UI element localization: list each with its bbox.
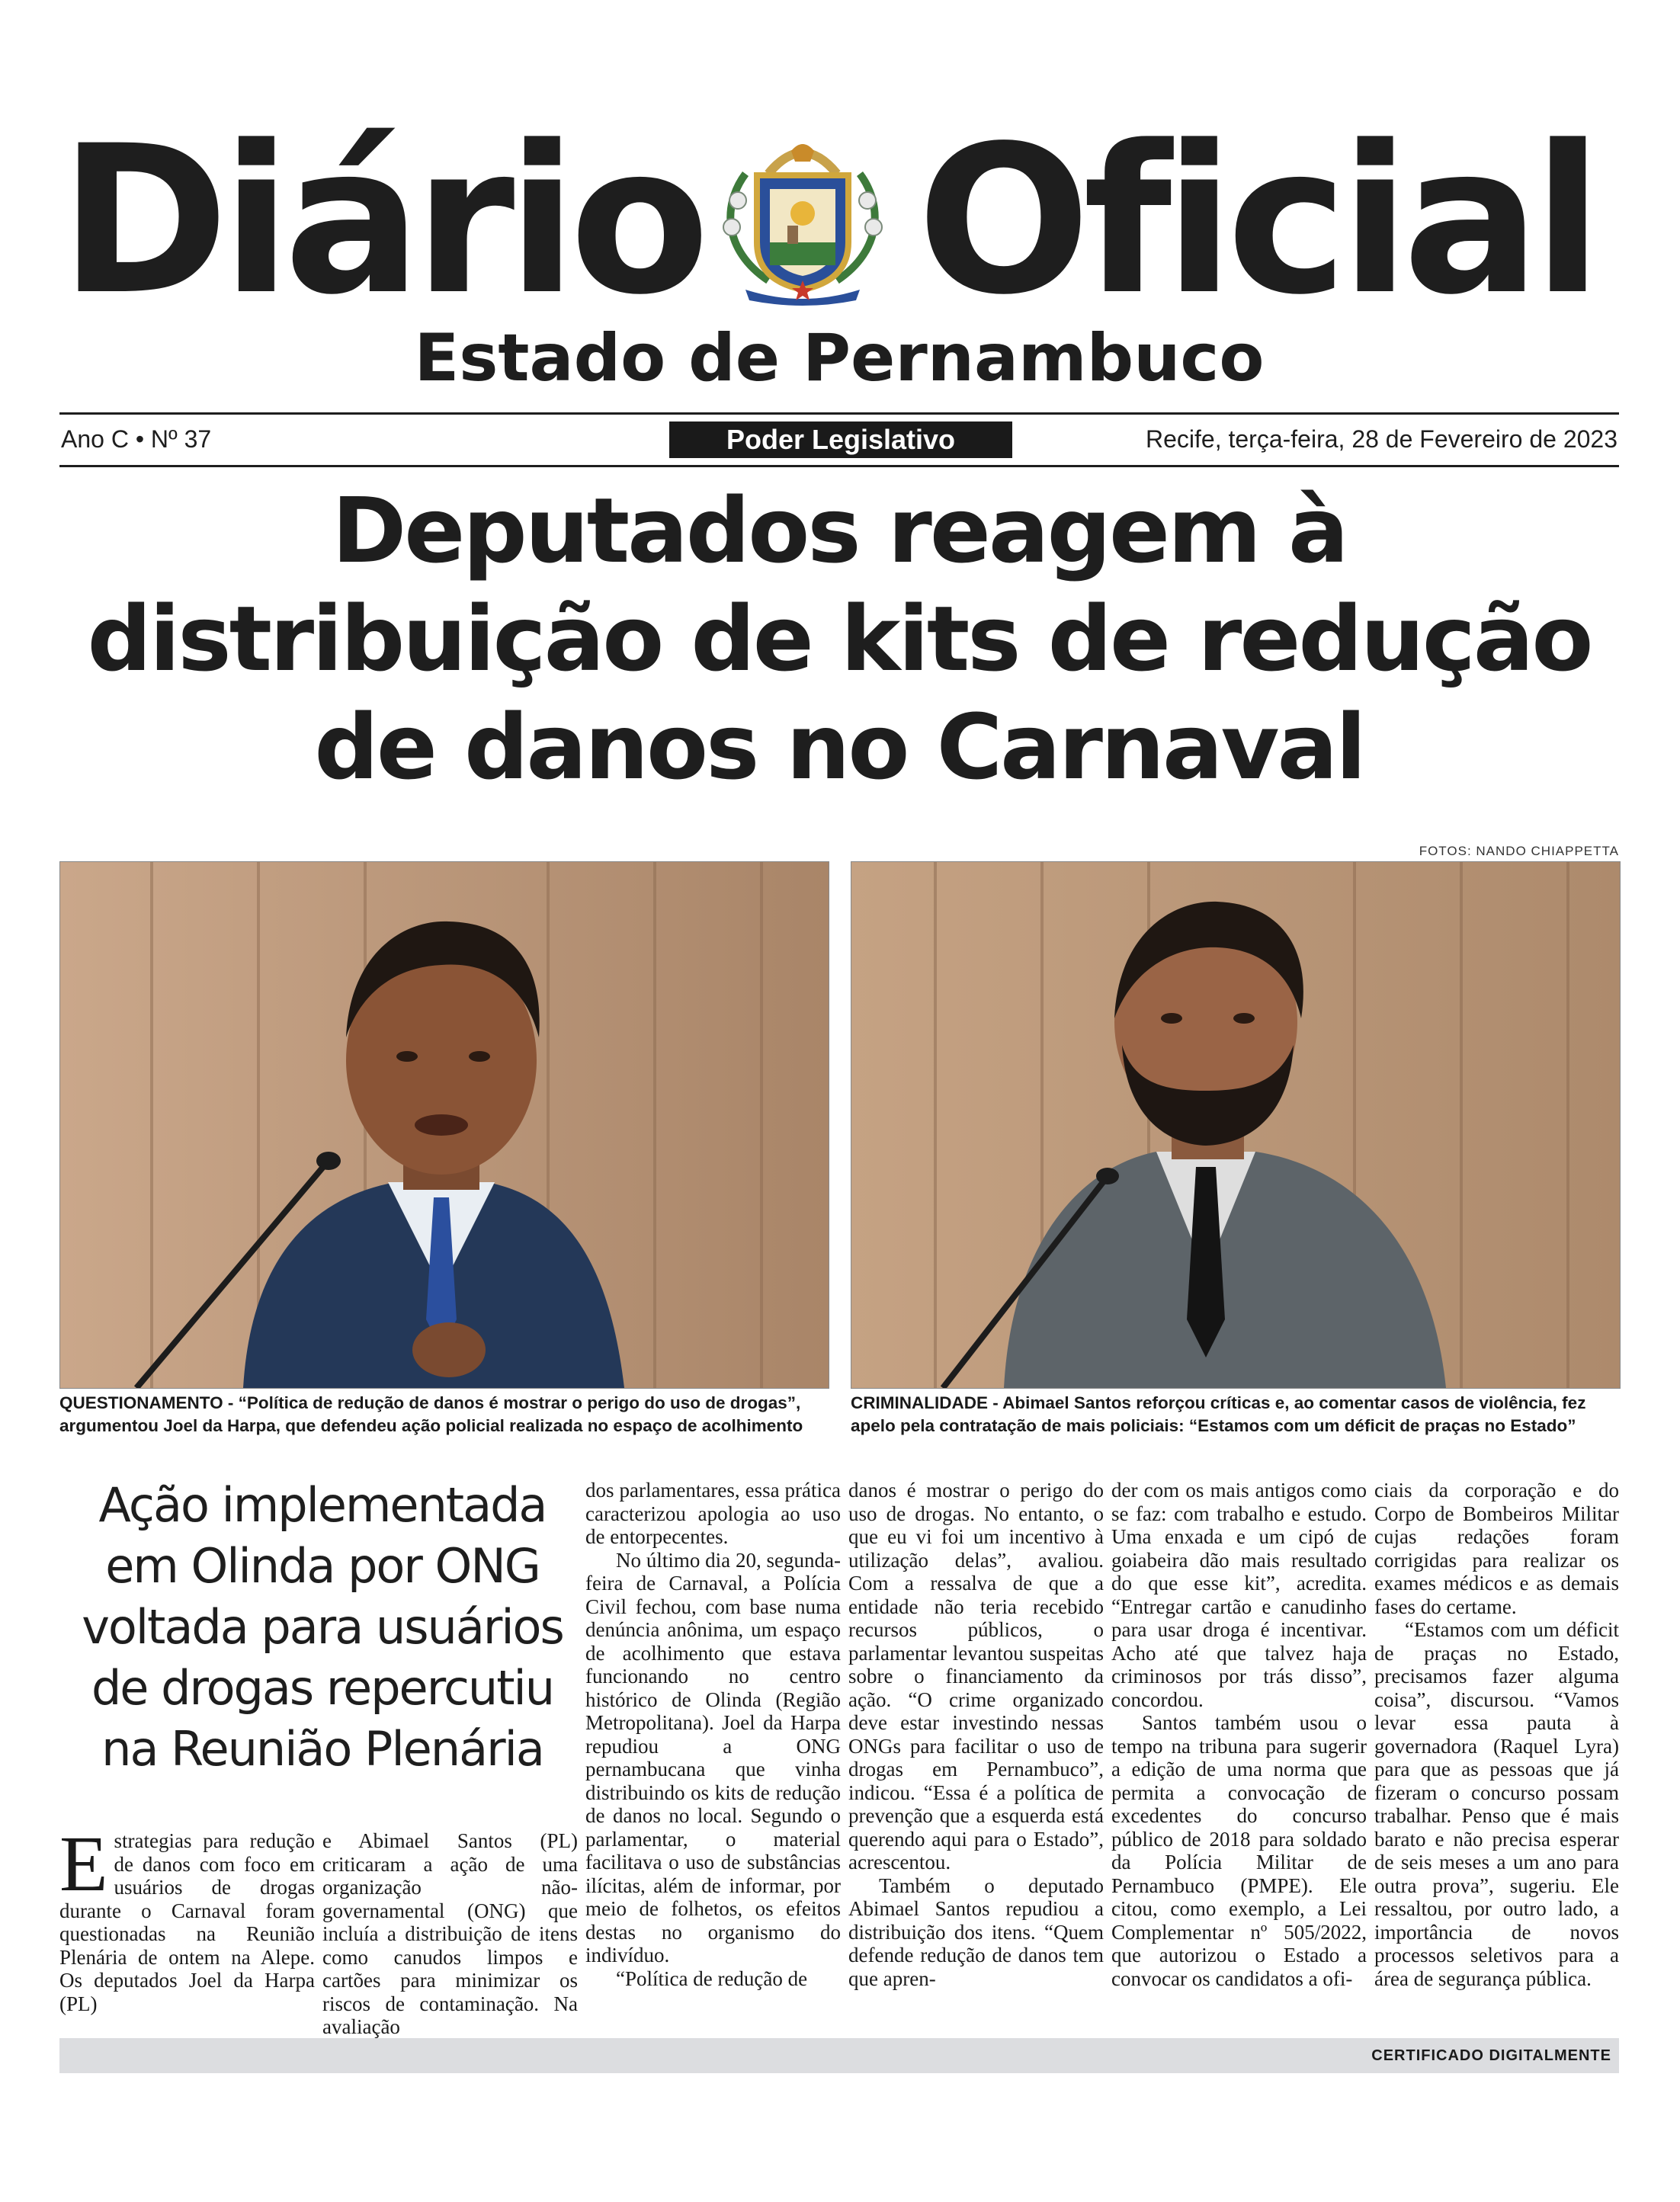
headline bbox=[59, 476, 1619, 801]
article-col2-text: e Abimael Santos (PL) criticaram a ação de uma organização não-governamental (ONG) que incluía a distribuição de itens como canudos limpos e cartões para minimizar os riscos de contaminação. Na avaliação bbox=[322, 1829, 578, 2038]
caption-left-text: “Política de redução de danos é mostrar o perigo do uso de drogas”, argumentou Joel da Harpa, que defendeu ação policial realizada no espaço de acolhimento bbox=[59, 1393, 803, 1435]
top-rule bbox=[59, 412, 1619, 415]
dateline: Recife, terça-feira, 28 de Fevereiro de 2023 bbox=[1146, 425, 1617, 453]
article-col6-p2: “Estamos com um déficit de praças no Estado, precisamos fazer alguma coisa”, discursou. “Vamos levar essa pauta à governadora (Raquel Lyra) para que as pessoas que já fizeram o concurso possam trabalhar. Penso que é mais barato e não precisa esperar de seis meses a um ano para outra prova”, sugeriu. Ele ressaltou, por outro lado, a importância de novos processos seletivos para a área de segurança pública. bbox=[1374, 1618, 1619, 1990]
drop-cap: E bbox=[59, 1820, 108, 1908]
section-badge: Poder Legislativo bbox=[669, 421, 1012, 458]
article-col4-p1: danos é mostrar o perigo do uso de drogas. No entanto, o que eu vi foi um incentivo à utilização delas”, avaliou. Com a ressalva de que a entidade não teria recebido recursos públicos, o parlamentar levantou suspeitas sobre o financiamento da ação. “O crime organizado deve estar investindo nessas ONGs para facilitar o uso de drogas em Pernambuco”, indicou. “Essa é a política de prevenção que a esquerda está querendo aqui para o Estado”, acrescentou. bbox=[848, 1479, 1104, 1873]
edition-number: Ano C • Nº 37 bbox=[61, 425, 212, 453]
article-col4-p2: Também o deputado Abimael Santos repudiou a distribuição dos itens. “Quem defende redução de danos tem que apren- bbox=[848, 1873, 1104, 1990]
article-col1-text: strategias para redução de danos com foco em usuários de drogas durante o Carnaval foram questionadas na Reunião Plenária de ontem na Alepe. Os deputados Joel da Harpa (PL) bbox=[59, 1829, 315, 2015]
article-col5-p1: der com os mais antigos como se faz: com trabalho e estudo. Uma enxada e um cipó de goiabeira dão mais resultado do que esse kit”, acredita. “Entregar cartão e canudinho para usar droga é incentivar. Acho até que talvez haja criminosos por trás disso”, concordou. bbox=[1111, 1479, 1367, 1711]
photo-credit: FOTOS: NANDO CHIAPPETTA bbox=[1419, 844, 1619, 858]
caption-right-lead: CRIMINALIDADE - bbox=[851, 1393, 1003, 1412]
caption-left-lead: QUESTIONAMENTO - bbox=[59, 1393, 239, 1412]
masthead-subtitle: Estado de Pernambuco bbox=[414, 320, 1265, 396]
headline-line-1: Deputados reagem à bbox=[332, 478, 1347, 583]
photo-joel-da-harpa bbox=[59, 861, 829, 1389]
digital-certificate-label: CERTIFICADO DIGITALMENTE bbox=[1371, 2047, 1611, 2064]
masthead bbox=[59, 102, 1619, 340]
article-column-5 bbox=[1111, 1479, 1367, 1990]
headline-line-2: distribuição de kits de redução bbox=[87, 586, 1592, 691]
caption-left bbox=[59, 1392, 828, 1438]
article-column-1 bbox=[59, 1820, 315, 2015]
article-deck: Ação implementada em Olinda por ONG voltada para usuários de drogas repercutiu na Reunião Plenária bbox=[82, 1477, 563, 1777]
article-col6-p1: ciais da corporação e do Corpo de Bombeiros Militar cujas redações foram corrigidas para realizar os exames médicos e as demais fases do certame. bbox=[1374, 1479, 1619, 1618]
photo-abimael-santos bbox=[851, 861, 1621, 1389]
footer-bar bbox=[59, 2038, 1619, 2073]
newspaper-page bbox=[59, 0, 1619, 2202]
masthead-title-right: Oficial bbox=[917, 102, 1595, 340]
headline-line-3: de danos no Carnaval bbox=[314, 694, 1364, 800]
masthead-title-left: Diário bbox=[59, 102, 703, 340]
article-column-3 bbox=[585, 1479, 841, 1990]
article-col3-p2: No último dia 20, segunda-feira de Carnaval, a Polícia Civil fechou, com base numa denúncia anônima, um espaço de acolhimento que estava funcionando no centro histórico de Olinda (Região Metropolitana). Joel da Harpa repudiou a ONG pernambucana que vinha distribuindo os kits de redução de danos no local. Segundo o parlamentar, o material facilitava o uso de substâncias ilícitas, além de informar, por meio de folhetos, os efeitos destas no organismo do indivíduo. bbox=[585, 1548, 841, 1966]
article-col3-p3: “Política de redução de bbox=[616, 1966, 808, 1990]
article-col3-p1: dos parlamentares, essa prática caracterizou apologia ao uso de entorpecentes. bbox=[585, 1479, 841, 1548]
bottom-rule bbox=[59, 465, 1619, 467]
article-column-4 bbox=[848, 1479, 1104, 1990]
caption-right bbox=[851, 1392, 1619, 1438]
article-col5-p2: Santos também usou o tempo na tribuna para sugerir a edição de uma norma que permita a convocação de excedentes do concurso público de 2018 para soldado da Polícia Militar de Pernambuco (PMPE). Ele citou, como exemplo, a Lei Complementar nº 505/2022, que autorizou o Estado a convocar os candidatos a ofi- bbox=[1111, 1711, 1367, 1990]
caption-right-text: Abimael Santos reforçou críticas e, ao comentar casos de violência, fez apelo pela contratação de mais policiais: “Estamos com um déficit de praças no Estado” bbox=[851, 1393, 1586, 1435]
article-column-6 bbox=[1374, 1479, 1619, 1990]
pernambuco-coat-of-arms-icon bbox=[715, 128, 890, 308]
article-column-2 bbox=[322, 1829, 578, 2039]
